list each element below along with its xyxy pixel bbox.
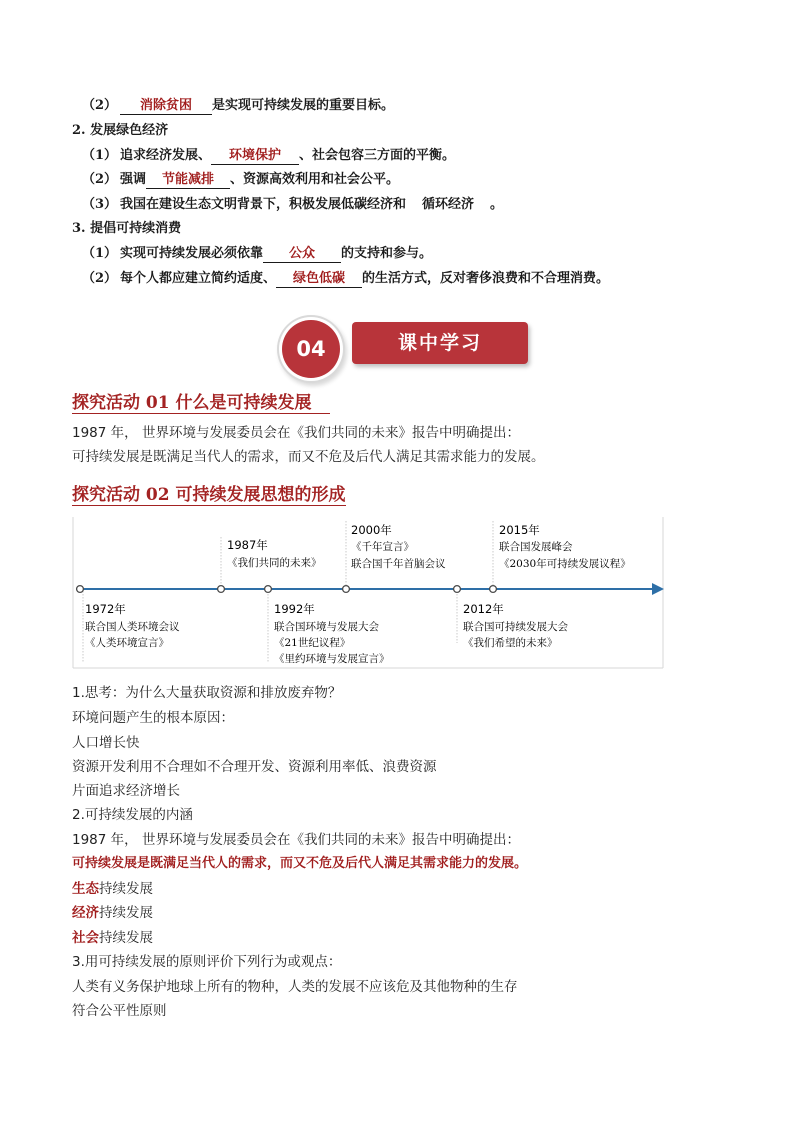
item-number: （1） <box>82 246 118 261</box>
timeline-event: 联合国可持续发展大会 <box>463 621 568 633</box>
paragraph-line: 1987 年， 世界环境与发展委员会在《我们共同的未来》报告中明确提出： <box>72 832 520 848</box>
answer-blank: 公众 <box>263 246 341 263</box>
timeline-dot-2000 <box>343 586 350 593</box>
keyword: 经济 <box>72 905 99 921</box>
timeline-year: 2015年 <box>499 523 540 537</box>
item-text: 强调 <box>120 172 147 187</box>
item-text: 我国在建设生态文明背景下，积极发展低碳经济和 <box>120 197 407 212</box>
timeline-dot-1987 <box>218 586 225 593</box>
timeline-dot-1992 <box>265 586 272 593</box>
timeline-dot-2015 <box>490 586 497 593</box>
timeline-arrow-icon <box>652 583 664 595</box>
item-text: 持续发展 <box>99 905 153 921</box>
keyword: 生态 <box>72 881 99 897</box>
section-title-sustainable-consumption: 3. 提倡可持续消费 <box>72 221 182 236</box>
timeline-event: 《2030年可持续发展议程》 <box>499 558 631 570</box>
item-number: （2） <box>82 98 118 113</box>
timeline-diagram <box>70 513 670 673</box>
item-text: 追求经济发展、 <box>120 148 212 163</box>
question-heading: 2.可持续发展的内涵 <box>72 807 193 823</box>
timeline-year: 1972年 <box>85 602 126 616</box>
item-number: （2） <box>82 172 118 187</box>
timeline-event: 联合国发展峰会 <box>499 541 573 553</box>
activity-title: 探究活动 02 可持续发展思想的形成 <box>72 480 346 506</box>
section-number-badge: 04 <box>282 320 340 378</box>
section-banner: 课中学习 <box>352 322 528 364</box>
paragraph-line: 人类有义务保护地球上所有的物种，人类的发展不应该危及其他物种的生存 <box>72 979 518 995</box>
item-text: 的生活方式，反对奢侈浪费和不合理消费。 <box>362 271 610 286</box>
timeline-event: 《我们希望的未来》 <box>463 637 558 649</box>
timeline-event: 联合国人类环境会议 <box>85 621 180 633</box>
answer-blank: 节能减排 <box>146 172 230 189</box>
timeline-event: 联合国环境与发展大会 <box>274 621 379 633</box>
item-text: 。 <box>490 197 504 212</box>
timeline-year: 1987年 <box>227 538 268 552</box>
fill-line <box>82 97 394 115</box>
item-text: 实现可持续发展必须依靠 <box>120 246 264 261</box>
answer-blank: 循环经济 <box>422 197 475 212</box>
fill-line <box>82 196 503 214</box>
paragraph-line: 可持续发展是既满足当代人的需求，而又不危及后代人满足其需求能力的发展。 <box>72 449 545 465</box>
timeline-event: 《人类环境宣言》 <box>85 637 169 649</box>
question-heading: 1.思考：为什么大量获取资源和排放废弃物？ <box>72 685 342 701</box>
list-item <box>72 903 153 923</box>
list-item <box>72 879 153 899</box>
timeline-event: 《千年宣言》 <box>351 541 414 553</box>
definition-line: 可持续发展是既满足当代人的需求，而又不危及后代人满足其需求能力的发展。 <box>72 856 528 871</box>
timeline-event: 《我们共同的未来》 <box>227 557 322 569</box>
item-text: 、社会包容三方面的平衡。 <box>299 148 456 163</box>
item-text: 持续发展 <box>99 881 153 897</box>
fill-line <box>82 270 609 288</box>
timeline-year: 1992年 <box>274 602 315 616</box>
paragraph-line: 符合公平性原则 <box>72 1003 167 1019</box>
timeline-year: 2000年 <box>351 523 392 537</box>
item-number: （3） <box>82 197 118 212</box>
activity-title: 探究活动 01 什么是可持续发展 <box>72 388 330 414</box>
answer-line: 片面追求经济增长 <box>72 783 180 799</box>
timeline-dot-2012 <box>454 586 461 593</box>
answer-line: 资源开发利用不合理如不合理开发、资源利用率低、浪费资源 <box>72 759 437 775</box>
section-title-green-economy: 2. 发展绿色经济 <box>72 123 169 138</box>
answer-blank: 环境保护 <box>211 148 299 165</box>
answer-line: 人口增长快 <box>72 735 140 751</box>
keyword: 社会 <box>72 930 99 946</box>
timeline-event: 《21世纪议程》 <box>274 637 351 649</box>
fill-line <box>82 245 432 263</box>
fill-line <box>82 171 399 189</box>
item-text: 、资源高效利用和社会公平。 <box>230 172 400 187</box>
list-item <box>72 928 153 948</box>
fill-line <box>82 147 455 165</box>
item-number: （1） <box>82 148 118 163</box>
paragraph-line: 1987 年， 世界环境与发展委员会在《我们共同的未来》报告中明确提出： <box>72 425 520 441</box>
timeline-event: 《里约环境与发展宣言》 <box>274 653 390 665</box>
item-text: 每个人都应建立简约适度、 <box>120 271 277 286</box>
timeline-year: 2012年 <box>463 602 504 616</box>
item-number: （2） <box>82 271 118 286</box>
timeline-dot-1972 <box>77 586 84 593</box>
answer-blank: 绿色低碳 <box>276 271 362 288</box>
item-text: 是实现可持续发展的重要目标。 <box>212 98 395 113</box>
timeline-event: 联合国千年首脑会议 <box>351 558 446 570</box>
paragraph-line: 环境问题产生的根本原因： <box>72 710 234 726</box>
item-text: 的支持和参与。 <box>341 246 433 261</box>
answer-blank: 消除贫困 <box>120 98 212 115</box>
question-heading: 3.用可持续发展的原则评价下列行为或观点： <box>72 954 342 970</box>
item-text: 持续发展 <box>99 930 153 946</box>
